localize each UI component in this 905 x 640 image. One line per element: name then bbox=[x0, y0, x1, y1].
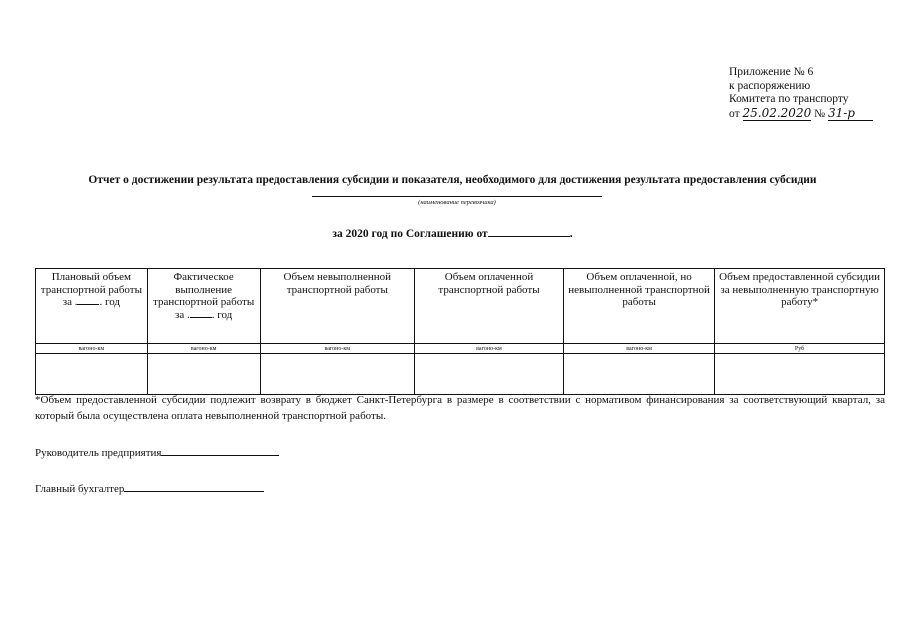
handwritten-date: 25.02.2020 bbox=[742, 105, 812, 120]
header-actual-volume: Фактическое выполнение транспортной работы за . . год bbox=[147, 269, 260, 344]
header-paid-volume: Объем оплаченной транспортной работы bbox=[415, 269, 564, 344]
handwritten-number: 31-р bbox=[828, 106, 873, 121]
report-subtitle: за 2020 год по Соглашению от . bbox=[332, 228, 573, 240]
header-unfulfilled-volume: Объем невыполненной транспортной работы bbox=[260, 269, 414, 344]
data-cell[interactable] bbox=[147, 354, 260, 395]
report-title: Отчет о достижении результата предоставления субсидии и показателя, необходимого для достижения результата предоставления субсидии bbox=[88, 174, 817, 186]
appendix-committee: Комитета по транспорту bbox=[729, 93, 849, 105]
data-cell[interactable] bbox=[564, 354, 715, 395]
year-blank[interactable] bbox=[77, 304, 99, 305]
signature-accountant: Главный бухгалтер bbox=[35, 482, 264, 495]
unit-cell: вагоно-км bbox=[36, 344, 148, 354]
signature-head: Руководитель предприятия bbox=[35, 446, 279, 459]
appendix-block bbox=[729, 66, 873, 121]
unit-cell: вагоно-км bbox=[564, 344, 715, 354]
appendix-number: Приложение № 6 bbox=[729, 66, 814, 78]
data-cell[interactable] bbox=[36, 354, 148, 395]
data-cell[interactable] bbox=[415, 354, 564, 395]
report-table bbox=[35, 268, 885, 395]
data-cell[interactable] bbox=[715, 354, 885, 395]
header-paid-unfulfilled-volume: Объем оплаченной, но невыполненной транспортной работы bbox=[564, 269, 715, 344]
agreement-date-blank[interactable] bbox=[488, 226, 570, 237]
appendix-order-ref: к распоряжению bbox=[729, 79, 811, 92]
carrier-name-line[interactable] bbox=[312, 196, 602, 197]
unit-cell: вагоно-км bbox=[260, 344, 414, 354]
signature-accountant-line[interactable] bbox=[124, 482, 264, 492]
data-cell[interactable] bbox=[260, 354, 414, 395]
signature-head-line[interactable] bbox=[161, 446, 279, 456]
appendix-date-line: от 25.02.2020 № 31-р bbox=[729, 107, 873, 122]
carrier-name-label: (наименование перевозчика) bbox=[418, 199, 496, 206]
unit-cell: вагоно-км bbox=[415, 344, 564, 354]
header-subsidy-volume: Объем предоставленной субсидии за невыполненную транспортную работу* bbox=[715, 269, 885, 344]
unit-cell: Руб bbox=[715, 344, 885, 354]
header-planned-volume: Плановый объем транспортной работы за . . год bbox=[36, 269, 148, 344]
footnote: *Объем предоставленной субсидии подлежит возврату в бюджет Санкт-Петербурга в размере в соответствии с нормативом финансирования за соответствующий квартал, за который была осуществлена оплата невыполненной транспортной работы. bbox=[35, 394, 885, 422]
year-blank[interactable] bbox=[190, 317, 212, 318]
unit-cell: вагоно-км bbox=[147, 344, 260, 354]
